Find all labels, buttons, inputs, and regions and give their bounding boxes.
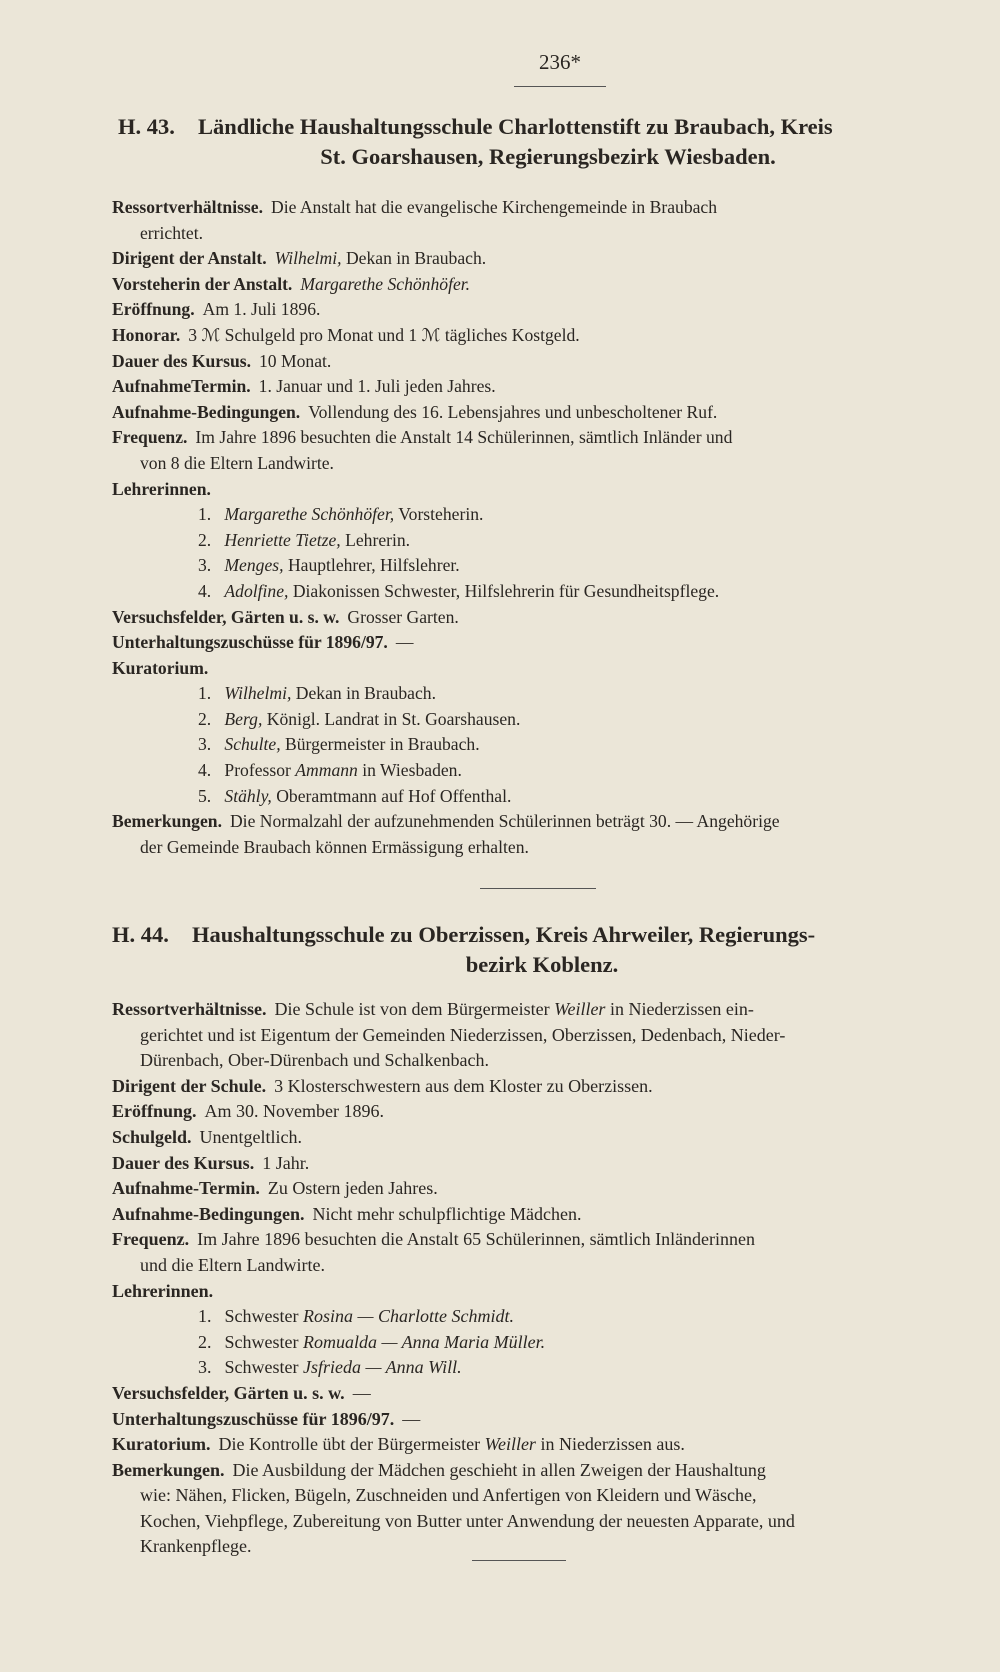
entry-dauer bbox=[112, 1151, 972, 1177]
entry-text: — bbox=[395, 632, 414, 653]
entry-label: Lehrerinnen. bbox=[112, 1280, 214, 1301]
entry-text: in Niederzissen ein- bbox=[609, 999, 754, 1019]
entry-text: Unentgeltlich. bbox=[199, 1126, 303, 1147]
entry-text-continued: Krankenpflege. bbox=[140, 1536, 252, 1557]
entry-text: 1. Januar und 1. Juli jeden Jahres. bbox=[258, 376, 496, 397]
section-code: H. 44. bbox=[112, 922, 169, 947]
entry-label: Vorsteherin der Anstalt. bbox=[112, 273, 293, 294]
entry-label: Aufnahme-Bedingungen. bbox=[112, 1203, 305, 1224]
entry-frequenz bbox=[112, 1227, 972, 1278]
section-title-continued: bezirk Koblenz. bbox=[465, 951, 619, 977]
entry-label: Dauer des Kursus. bbox=[112, 1152, 255, 1173]
entry-label: Dauer des Kursus. bbox=[112, 350, 251, 371]
entry-text: 10 Monat. bbox=[258, 350, 332, 371]
entry-label: Bemerkungen. bbox=[112, 1459, 225, 1480]
entry-eroeffnung bbox=[112, 1099, 972, 1125]
entry-text: — bbox=[402, 1408, 421, 1429]
person-name: Rosina — Charlotte Schmidt. bbox=[302, 1306, 514, 1327]
person-name: Margarethe Schönhöfer. bbox=[300, 273, 471, 294]
entry-label: Ressortverhältnisse. bbox=[112, 197, 263, 217]
entry-label: Eröffnung. bbox=[112, 299, 195, 320]
page-number: 236* bbox=[539, 50, 581, 74]
entry-aufnahme-bedingungen bbox=[112, 1202, 972, 1228]
entry-label: Versuchsfelder, Gärten u. s. w. bbox=[112, 1382, 345, 1403]
person-name: Wilhelmi, bbox=[274, 248, 342, 269]
entry-text-continued: von 8 die Eltern Landwirte. bbox=[140, 452, 334, 473]
entry-versuchsfelder bbox=[112, 605, 972, 631]
entry-text: Dekan in Braubach. bbox=[345, 248, 487, 269]
entry-text: Vollendung des 16. Lebensjahres und unbescholtener Ruf. bbox=[308, 401, 718, 422]
section-heading-h43 bbox=[118, 112, 978, 171]
entry-aufnahme-bedingungen bbox=[112, 400, 972, 426]
entry-aufnahme-termin bbox=[112, 374, 972, 400]
entry-label: Eröffnung. bbox=[112, 1101, 197, 1122]
list-item: 4. Adolfine, Diakonissen Schwester, Hilfslehrerin für Gesundheitspflege. bbox=[198, 580, 720, 601]
entry-label: Kuratorium. bbox=[112, 1434, 211, 1455]
entry-versuchsfelder bbox=[112, 1381, 972, 1407]
section-title: Ländliche Haushaltungsschule Charlottenstift zu Braubach, Kreis bbox=[198, 114, 833, 139]
entry-dirigent bbox=[112, 1074, 972, 1100]
entry-bemerkungen bbox=[112, 809, 972, 860]
person-name: Wilhelmi, bbox=[224, 683, 292, 704]
entry-label: Unterhaltungszuschüsse für 1896/97. bbox=[112, 632, 388, 653]
entry-text: Im Jahre 1896 besuchten die Anstalt 65 Schülerinnen, sämtlich Inländerinnen bbox=[197, 1229, 756, 1250]
entry-frequenz bbox=[112, 425, 972, 476]
section-body-h44 bbox=[112, 997, 972, 1560]
section-code: H. 43. bbox=[118, 114, 175, 139]
entry-label: Honorar. bbox=[112, 324, 181, 345]
entry-text: Am 30. November 1896. bbox=[204, 1101, 384, 1122]
entry-text: Nicht mehr schulpflichtige Mädchen. bbox=[312, 1203, 582, 1224]
entry-text-continued: der Gemeinde Braubach können Ermässigung erhalten. bbox=[140, 836, 529, 857]
entry-label: Schulgeld. bbox=[112, 1126, 192, 1147]
person-name: Romualda — Anna Maria Müller. bbox=[302, 1331, 546, 1352]
entry-text: Die Normalzahl der aufzunehmenden Schülerinnen beträgt 30. — Angehörige bbox=[229, 811, 780, 832]
entry-text-continued: und die Eltern Landwirte. bbox=[140, 1254, 325, 1275]
entry-unterhaltungszuschuesse bbox=[112, 1407, 972, 1433]
entry-label: Lehrerinnen. bbox=[112, 478, 211, 499]
entry-text-continued: gerichtet und ist Eigentum der Gemeinden Niederzissen, Oberzissen, Dedenbach, Nieder- bbox=[140, 1024, 786, 1045]
section-title-continued: St. Goarshausen, Regierungsbezirk Wiesbaden. bbox=[320, 143, 776, 169]
entry-text: Am 1. Juli 1896. bbox=[202, 299, 321, 320]
entry-text: Zu Ostern jeden Jahres. bbox=[267, 1178, 438, 1199]
person-name: Schulte, bbox=[224, 734, 281, 755]
entry-label: Frequenz. bbox=[112, 1229, 190, 1250]
entry-text: Die Schule ist von dem Bürgermeister bbox=[274, 999, 550, 1019]
list-item: 5. Stähly, Oberamtmann auf Hof Offenthal. bbox=[198, 785, 512, 806]
entry-text-continued: errichtet. bbox=[140, 222, 204, 243]
person-name: Stähly, bbox=[224, 785, 272, 806]
entry-kuratorium bbox=[112, 656, 972, 682]
list-item: 3. Schwester Jsfrieda — Anna Will. bbox=[198, 1357, 462, 1378]
list-item: 1. Wilhelmi, Dekan in Braubach. bbox=[198, 683, 436, 704]
entry-text: Die Ausbildung der Mädchen geschieht in allen Zweigen der Haushaltung bbox=[232, 1459, 766, 1480]
footer-rule bbox=[472, 1560, 566, 1561]
entry-dirigent bbox=[112, 246, 972, 272]
entry-text: Die Kontrolle übt der Bürgermeister bbox=[218, 1434, 481, 1455]
entry-text: 3 Klosterschwestern aus dem Kloster zu Oberzissen. bbox=[274, 1075, 653, 1096]
person-name: Margarethe Schönhöfer, bbox=[224, 504, 395, 525]
entry-lehrerinnen bbox=[112, 477, 972, 503]
person-name: Berg, bbox=[224, 708, 263, 729]
entry-text-continued: Dürenbach, Ober-Dürenbach und Schalkenbach. bbox=[140, 1050, 489, 1071]
person-name: Adolfine, bbox=[224, 580, 289, 601]
entry-label: Aufnahme-Bedingungen. bbox=[112, 401, 301, 422]
entry-label: Dirigent der Schule. bbox=[112, 1075, 267, 1096]
entry-label: Frequenz. bbox=[112, 427, 188, 448]
list-item: 1. Margarethe Schönhöfer, Vorsteherin. bbox=[198, 504, 484, 525]
list-item: 2. Berg, Königl. Landrat in St. Goarshausen. bbox=[198, 708, 521, 729]
entry-label: Bemerkungen. bbox=[112, 811, 222, 832]
section-title: Haushaltungsschule zu Oberzissen, Kreis Ahrweiler, Regierungs- bbox=[192, 922, 816, 947]
entry-label: AufnahmeTermin. bbox=[112, 376, 251, 397]
entry-text: — bbox=[352, 1382, 371, 1403]
entry-label: Kuratorium. bbox=[112, 657, 209, 678]
section-body-h43 bbox=[112, 195, 972, 860]
entry-bemerkungen bbox=[112, 1458, 972, 1560]
section-heading-h44 bbox=[112, 920, 972, 979]
list-item: 2. Schwester Romualda — Anna Maria Müller. bbox=[198, 1331, 546, 1352]
entry-text: in Niederzissen aus. bbox=[540, 1434, 685, 1455]
person-name: Weiller bbox=[484, 1434, 536, 1455]
entry-text: Grosser Garten. bbox=[347, 606, 459, 627]
entry-text: 3 ℳ Schulgeld pro Monat und 1 ℳ tägliches Kostgeld. bbox=[188, 324, 580, 345]
list-item: 1. Schwester Rosina — Charlotte Schmidt. bbox=[198, 1306, 514, 1327]
entry-ressort bbox=[112, 997, 972, 1074]
entry-dauer bbox=[112, 349, 972, 375]
entry-schulgeld bbox=[112, 1125, 972, 1151]
entry-text-continued: wie: Nähen, Flicken, Bügeln, Zuschneiden und Anfertigen von Kleidern und Wäsche, bbox=[140, 1485, 757, 1506]
entry-ressort bbox=[112, 195, 972, 246]
entry-label: Versuchsfelder, Gärten u. s. w. bbox=[112, 606, 340, 627]
person-name: Menges, bbox=[224, 555, 284, 576]
entry-kuratorium bbox=[112, 1432, 972, 1458]
entry-honorar bbox=[112, 323, 972, 349]
person-name: Ammann bbox=[295, 760, 358, 781]
entry-label: Aufnahme-Termin. bbox=[112, 1178, 260, 1199]
entry-text: 1 Jahr. bbox=[262, 1152, 310, 1173]
person-name: Henriette Tietze, bbox=[224, 529, 341, 550]
list-item: 3. Menges, Hauptlehrer, Hilfslehrer. bbox=[198, 555, 460, 576]
person-name: Jsfrieda — Anna Will. bbox=[302, 1357, 462, 1378]
entry-text: Die Anstalt hat die evangelische Kirchengemeinde in Braubach bbox=[271, 197, 718, 217]
entry-vorsteherin bbox=[112, 272, 972, 298]
entry-label: Dirigent der Anstalt. bbox=[112, 248, 267, 269]
entry-text-continued: Kochen, Viehpflege, Zubereitung von Butter unter Anwendung der neuesten Apparate, und bbox=[140, 1510, 795, 1531]
list-item: 3. Schulte, Bürgermeister in Braubach. bbox=[198, 734, 480, 755]
entry-aufnahme-termin bbox=[112, 1176, 972, 1202]
section-divider bbox=[480, 888, 596, 889]
header-rule bbox=[514, 86, 606, 87]
person-name: Weiller bbox=[554, 999, 606, 1019]
entry-label: Unterhaltungszuschüsse für 1896/97. bbox=[112, 1408, 395, 1429]
entry-label: Ressortverhältnisse. bbox=[112, 999, 267, 1019]
entry-lehrerinnen bbox=[112, 1279, 972, 1305]
list-item: 2. Henriette Tietze, Lehrerin. bbox=[198, 529, 411, 550]
entry-eroeffnung bbox=[112, 297, 972, 323]
list-item: 4. Professor Ammann in Wiesbaden. bbox=[198, 760, 462, 781]
entry-text: Im Jahre 1896 besuchten die Anstalt 14 Schülerinnen, sämtlich Inländer und bbox=[195, 427, 733, 448]
entry-unterhaltungszuschuesse bbox=[112, 630, 972, 656]
